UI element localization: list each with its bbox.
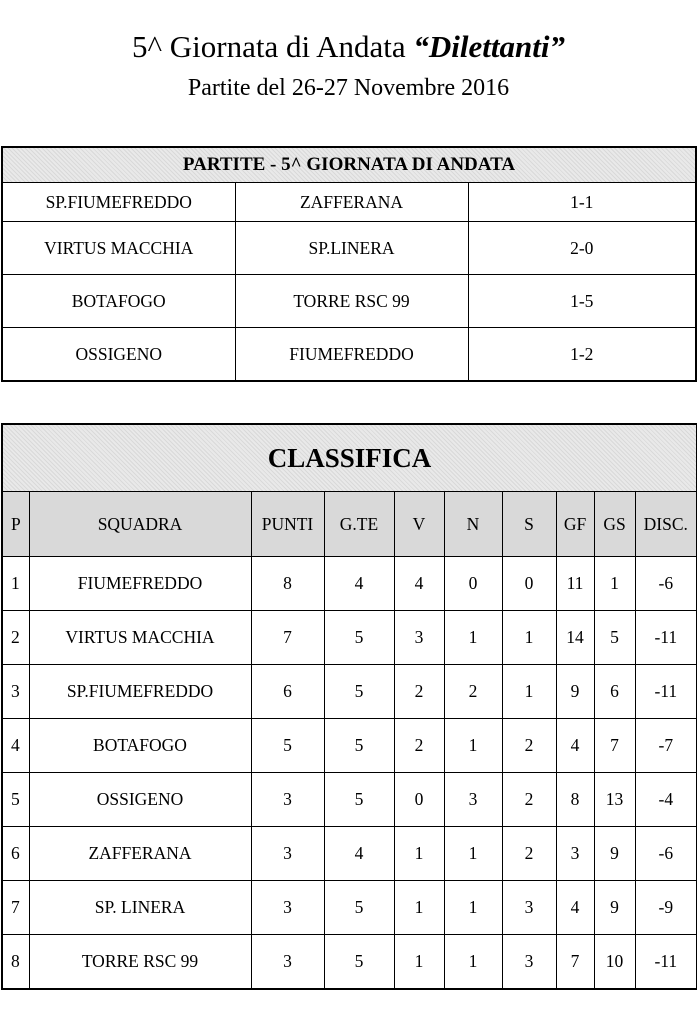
goals-for-cell: 14	[556, 611, 594, 665]
played-cell: 5	[324, 773, 394, 827]
team-cell: SP. LINERA	[29, 881, 251, 935]
position-cell: 7	[2, 881, 29, 935]
column-header-draws: N	[444, 492, 502, 557]
column-header-losses: S	[502, 492, 556, 557]
position-cell: 4	[2, 719, 29, 773]
wins-cell: 2	[394, 665, 444, 719]
column-header-team: SQUADRA	[29, 492, 251, 557]
discipline-cell: -11	[635, 665, 697, 719]
column-header-points: PUNTI	[251, 492, 324, 557]
played-cell: 5	[324, 881, 394, 935]
draws-cell: 2	[444, 665, 502, 719]
wins-cell: 1	[394, 881, 444, 935]
goals-for-cell: 4	[556, 719, 594, 773]
wins-cell: 1	[394, 827, 444, 881]
column-header-position: P	[2, 492, 29, 557]
goals-against-cell: 9	[594, 881, 635, 935]
goals-for-cell: 4	[556, 881, 594, 935]
discipline-cell: -9	[635, 881, 697, 935]
points-cell: 3	[251, 773, 324, 827]
team-cell: FIUMEFREDDO	[29, 557, 251, 611]
played-cell: 4	[324, 827, 394, 881]
position-cell: 6	[2, 827, 29, 881]
goals-for-cell: 7	[556, 935, 594, 990]
column-header-wins: V	[394, 492, 444, 557]
match-home-team: BOTAFOGO	[2, 275, 235, 328]
played-cell: 5	[324, 611, 394, 665]
points-cell: 8	[251, 557, 324, 611]
played-cell: 5	[324, 719, 394, 773]
match-away-team: ZAFFERANA	[235, 183, 468, 222]
losses-cell: 3	[502, 935, 556, 990]
discipline-cell: -6	[635, 557, 697, 611]
goals-for-cell: 8	[556, 773, 594, 827]
match-away-team: TORRE RSC 99	[235, 275, 468, 328]
losses-cell: 2	[502, 719, 556, 773]
standings-row	[2, 557, 697, 611]
page-subtitle: Partite del 26-27 Novembre 2016	[187, 75, 510, 101]
standings-heading: CLASSIFICA	[2, 424, 697, 492]
position-cell: 3	[2, 665, 29, 719]
points-cell: 3	[251, 827, 324, 881]
draws-cell: 1	[444, 881, 502, 935]
goals-against-cell: 13	[594, 773, 635, 827]
page-title	[0, 28, 697, 66]
goals-against-cell: 6	[594, 665, 635, 719]
goals-against-cell: 7	[594, 719, 635, 773]
position-cell: 2	[2, 611, 29, 665]
title-emphasis: “Dilettanti”	[413, 29, 565, 64]
standings-row	[2, 611, 697, 665]
draws-cell: 1	[444, 611, 502, 665]
match-row	[2, 328, 696, 382]
discipline-cell: -6	[635, 827, 697, 881]
matches-table	[1, 146, 697, 382]
draws-cell: 1	[444, 827, 502, 881]
column-header-goals-against: GS	[594, 492, 635, 557]
played-cell: 4	[324, 557, 394, 611]
points-cell: 3	[251, 881, 324, 935]
match-score: 1-5	[468, 275, 696, 328]
points-cell: 5	[251, 719, 324, 773]
title-main: 5^ Giornata di Andata	[132, 29, 414, 64]
position-cell: 8	[2, 935, 29, 990]
standings-row	[2, 719, 697, 773]
draws-cell: 0	[444, 557, 502, 611]
match-row	[2, 222, 696, 275]
wins-cell: 1	[394, 935, 444, 990]
standings-row	[2, 935, 697, 990]
match-score: 2-0	[468, 222, 696, 275]
standings-row	[2, 827, 697, 881]
discipline-cell: -11	[635, 611, 697, 665]
standings-row	[2, 773, 697, 827]
played-cell: 5	[324, 665, 394, 719]
played-cell: 5	[324, 935, 394, 990]
discipline-cell: -7	[635, 719, 697, 773]
match-row	[2, 275, 696, 328]
discipline-cell: -4	[635, 773, 697, 827]
column-header-discipline: DISC.	[635, 492, 697, 557]
goals-against-cell: 5	[594, 611, 635, 665]
column-header-played: G.TE	[324, 492, 394, 557]
wins-cell: 4	[394, 557, 444, 611]
points-cell: 6	[251, 665, 324, 719]
matches-heading: PARTITE - 5^ GIORNATA DI ANDATA	[2, 147, 696, 183]
standings-header-row	[2, 492, 697, 557]
losses-cell: 1	[502, 611, 556, 665]
draws-cell: 3	[444, 773, 502, 827]
wins-cell: 0	[394, 773, 444, 827]
match-row	[2, 183, 696, 222]
goals-for-cell: 3	[556, 827, 594, 881]
goals-against-cell: 1	[594, 557, 635, 611]
position-cell: 1	[2, 557, 29, 611]
team-cell: VIRTUS MACCHIA	[29, 611, 251, 665]
position-cell: 5	[2, 773, 29, 827]
points-cell: 7	[251, 611, 324, 665]
team-cell: OSSIGENO	[29, 773, 251, 827]
goals-for-cell: 11	[556, 557, 594, 611]
losses-cell: 1	[502, 665, 556, 719]
goals-against-cell: 10	[594, 935, 635, 990]
losses-cell: 0	[502, 557, 556, 611]
losses-cell: 3	[502, 881, 556, 935]
standings-row	[2, 881, 697, 935]
column-header-goals-for: GF	[556, 492, 594, 557]
team-cell: SP.FIUMEFREDDO	[29, 665, 251, 719]
match-away-team: FIUMEFREDDO	[235, 328, 468, 382]
standings-row	[2, 665, 697, 719]
match-home-team: SP.FIUMEFREDDO	[2, 183, 235, 222]
draws-cell: 1	[444, 935, 502, 990]
draws-cell: 1	[444, 719, 502, 773]
match-home-team: VIRTUS MACCHIA	[2, 222, 235, 275]
team-cell: BOTAFOGO	[29, 719, 251, 773]
wins-cell: 2	[394, 719, 444, 773]
standings-table	[1, 423, 697, 990]
discipline-cell: -11	[635, 935, 697, 990]
goals-for-cell: 9	[556, 665, 594, 719]
losses-cell: 2	[502, 773, 556, 827]
team-cell: TORRE RSC 99	[29, 935, 251, 990]
match-home-team: OSSIGENO	[2, 328, 235, 382]
match-score: 1-2	[468, 328, 696, 382]
points-cell: 3	[251, 935, 324, 990]
team-cell: ZAFFERANA	[29, 827, 251, 881]
wins-cell: 3	[394, 611, 444, 665]
match-away-team: SP.LINERA	[235, 222, 468, 275]
match-score: 1-1	[468, 183, 696, 222]
losses-cell: 2	[502, 827, 556, 881]
goals-against-cell: 9	[594, 827, 635, 881]
